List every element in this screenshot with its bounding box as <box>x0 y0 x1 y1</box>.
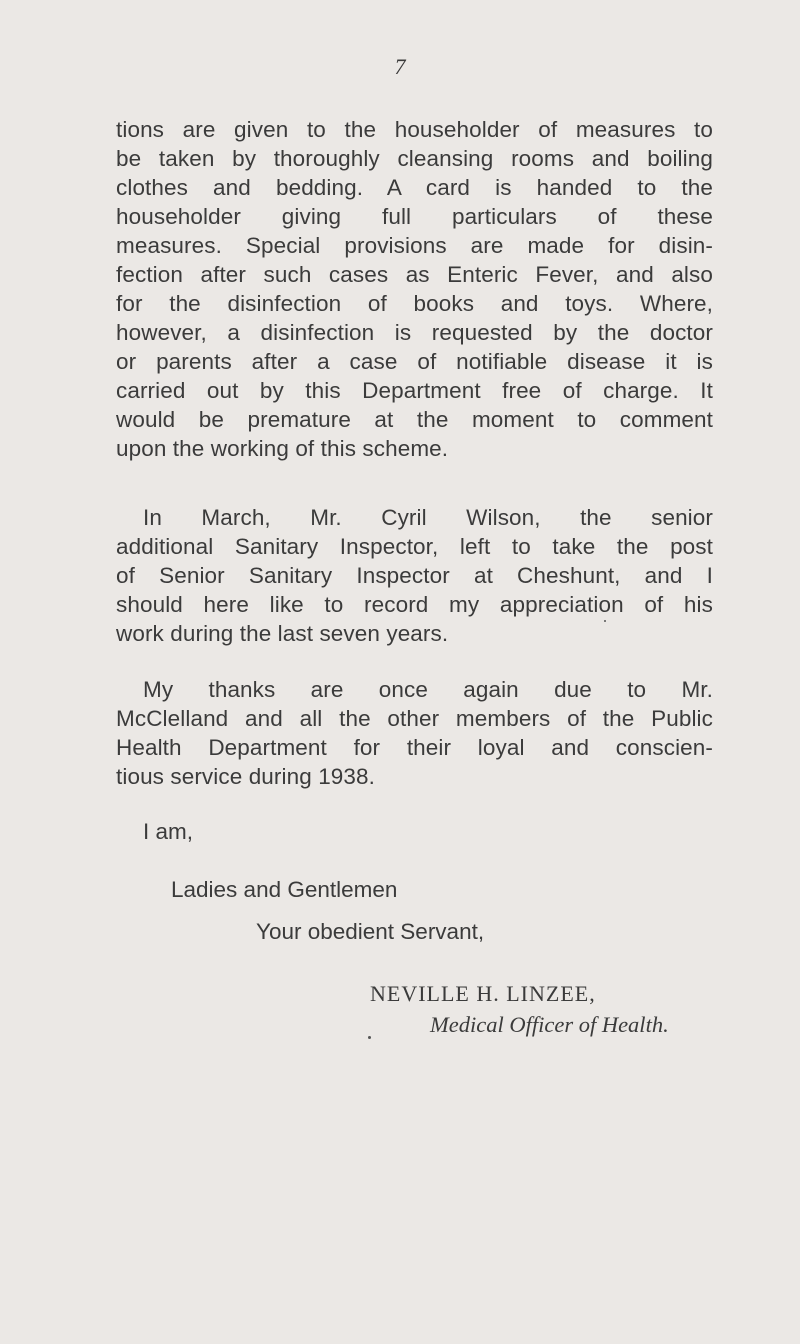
print-speck <box>368 1036 371 1039</box>
print-speck <box>604 620 606 622</box>
paragraph-line: however, a disinfection is requested by the doctor <box>116 320 713 345</box>
paragraph-thanks <box>116 675 713 791</box>
paragraph-line: householder giving full particulars of these <box>116 204 713 229</box>
paragraph-line: for the disinfection of books and toys. Where, <box>116 291 713 316</box>
paragraph-line: fection after such cases as Enteric Fever, and also <box>116 262 713 287</box>
paragraph-line: upon the working of this scheme. <box>116 436 449 461</box>
paragraph-line: be taken by thoroughly cleansing rooms and boiling <box>116 146 713 171</box>
paragraph-wilson <box>116 503 713 648</box>
closing-i-am: I am, <box>143 819 194 844</box>
page-number: 7 <box>394 54 406 79</box>
paragraph-line: carried out by this Department free of charge. It <box>116 378 713 403</box>
paragraph-line: additional Sanitary Inspector, left to take the post <box>116 534 713 559</box>
paragraph-line: In March, Mr. Cyril Wilson, the senior <box>143 505 713 530</box>
paragraph-line: work during the last seven years. <box>116 621 449 646</box>
closing-salutation: Ladies and Gentlemen <box>171 877 398 902</box>
paragraph-line: tious service during 1938. <box>116 764 375 789</box>
closing-servant: Your obedient Servant, <box>256 919 485 944</box>
paragraph-line: My thanks are once again due to Mr. <box>143 677 713 702</box>
paragraph-line: tions are given to the householder of measures to <box>116 117 713 142</box>
paragraph-line: would be premature at the moment to comment <box>116 407 713 432</box>
paragraph-line: measures. Special provisions are made for disin- <box>116 233 713 258</box>
signature-title: Medical Officer of Health. <box>430 1012 669 1037</box>
paragraph-line: of Senior Sanitary Inspector at Cheshunt, and I <box>116 563 713 588</box>
paragraph-line: clothes and bedding. A card is handed to the <box>116 175 713 200</box>
paragraph-line: or parents after a case of notifiable disease it is <box>116 349 713 374</box>
paragraph-line: McClelland and all the other members of the Public <box>116 706 713 731</box>
paragraph-line: Health Department for their loyal and conscien- <box>116 735 713 760</box>
paragraph-disinfection <box>116 115 713 463</box>
signature-name: NEVILLE H. LINZEE, <box>370 981 596 1006</box>
paragraph-line: should here like to record my appreciation of his <box>116 592 713 617</box>
